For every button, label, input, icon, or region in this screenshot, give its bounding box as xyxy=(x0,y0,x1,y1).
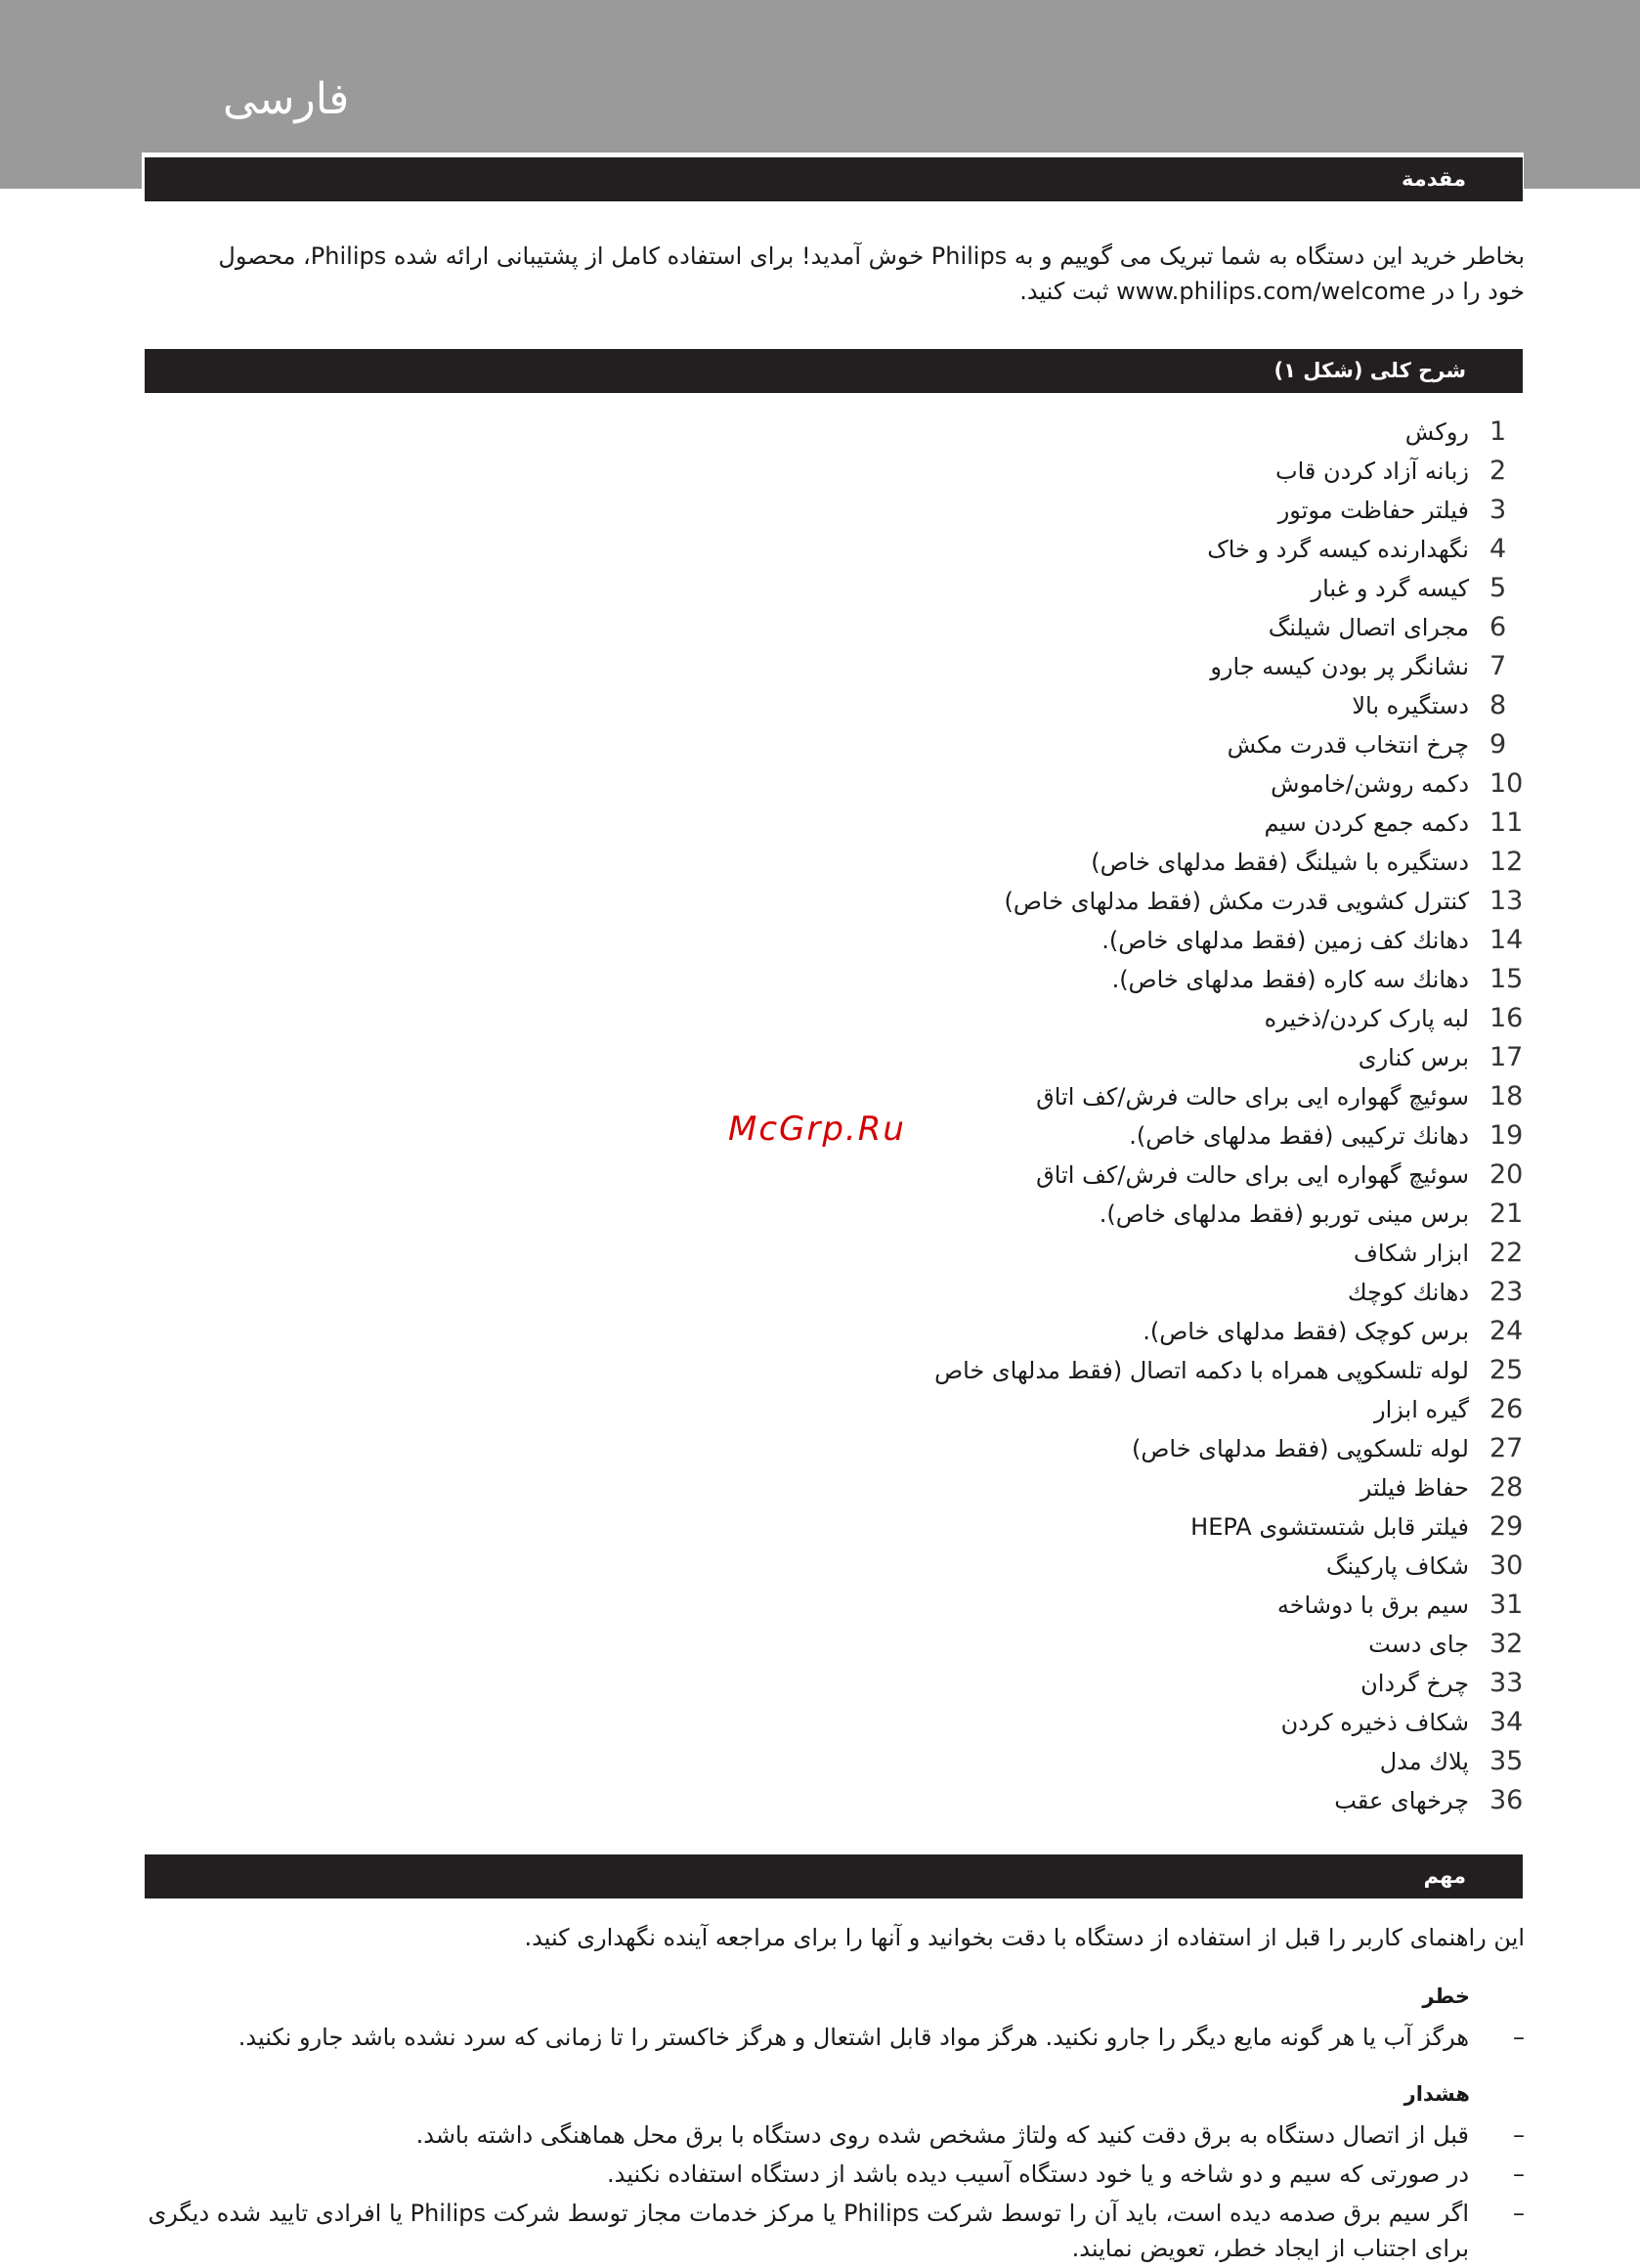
overview-item-label: دهانك تركيبی (فقط مدلهای خاص). xyxy=(1129,1122,1469,1150)
overview-item-label: دهانك كوچك xyxy=(1347,1279,1469,1306)
overview-item xyxy=(547,1586,1525,1625)
overview-item xyxy=(547,1664,1525,1703)
overview-item-number: 2 xyxy=(1489,456,1507,486)
overview-item xyxy=(547,764,1525,804)
overview-item-label: سوئیچ گهواره ایی برای حالت فرش/کف اتاق xyxy=(1036,1083,1469,1111)
warning-item-text: برای اجتناب از ایجاد خطر، تعویض نمایند. xyxy=(1071,2235,1469,2262)
overview-item-number: 11 xyxy=(1489,807,1524,838)
warning-item-continuation xyxy=(59,2229,1525,2268)
overview-item-number: 12 xyxy=(1489,847,1524,877)
overview-item-label: دهانك سه كاره (فقط مدلهای خاص). xyxy=(1111,966,1469,993)
overview-item-number: 36 xyxy=(1489,1785,1524,1815)
overview-item xyxy=(547,921,1525,960)
overview-item-label: کیسه گرد و غبار xyxy=(1311,575,1469,602)
overview-item-label: سیم برق با دوشاخه xyxy=(1276,1592,1469,1619)
section-bar-intro xyxy=(145,157,1523,201)
watermark-text: McGrp.Ru xyxy=(728,1110,906,1149)
overview-item-number: 32 xyxy=(1489,1629,1524,1659)
overview-item-label: ابزار شکاف xyxy=(1353,1240,1469,1267)
overview-item-label: پلاك مدل xyxy=(1379,1748,1469,1775)
overview-item xyxy=(547,1468,1525,1507)
bullet-dash: – xyxy=(1513,2200,1525,2227)
section-heading-overview: شرح کلی (شکل ۱) xyxy=(1273,359,1466,382)
overview-item xyxy=(547,1038,1525,1077)
overview-item-label: برس کوچک (فقط مدلهای خاص). xyxy=(1143,1318,1469,1345)
overview-item xyxy=(547,1625,1525,1664)
overview-item-number: 33 xyxy=(1489,1668,1524,1698)
overview-item xyxy=(547,1234,1525,1273)
overview-item xyxy=(547,608,1525,647)
overview-item-number: 17 xyxy=(1489,1042,1524,1072)
intro-line-1: بخاطر خرید این دستگاه به شما تبریک می گوییم و به Philips خوش آمدید! برای استفاده کامل از پشتیبانی ارائه شده Philips، محصول xyxy=(218,242,1525,270)
overview-item-number: 26 xyxy=(1489,1394,1524,1424)
overview-item-number: 7 xyxy=(1489,651,1507,681)
overview-item-number: 10 xyxy=(1489,768,1524,799)
overview-item-label: لوله تلسکوپی همراه با دکمه اتصال (فقط مدلهای خاص xyxy=(934,1357,1469,1384)
overview-item xyxy=(547,804,1525,843)
overview-item-label: جای دست xyxy=(1368,1631,1469,1658)
important-intro: این راهنمای کاربر را قبل از استفاده از دستگاه با دقت بخوانید و آنها را برای مراجعه آینده نگهداری کنید. xyxy=(524,1924,1525,1951)
overview-item-label: دکمه جمع کردن سیم xyxy=(1264,809,1469,837)
overview-item-number: 15 xyxy=(1489,964,1524,994)
overview-item xyxy=(547,725,1525,764)
overview-item-number: 19 xyxy=(1489,1120,1524,1151)
overview-item xyxy=(547,1429,1525,1468)
overview-item-label: چرخ گردان xyxy=(1360,1670,1469,1697)
intro-line-2: خود را در www.philips.com/welcome ثبت کنید. xyxy=(1019,278,1525,305)
overview-item-label: شکاف پارکینگ xyxy=(1325,1552,1469,1580)
overview-item-label: گیره ابزار xyxy=(1374,1396,1469,1423)
overview-item-label: نگهدارنده کیسه گرد و خاک xyxy=(1207,536,1469,563)
section-bar-important xyxy=(145,1854,1523,1898)
bullet-dash: – xyxy=(1513,2024,1525,2051)
language-title: فارسی xyxy=(223,74,350,124)
overview-list xyxy=(547,413,1525,1820)
overview-item-label: شکاف ذخیره کردن xyxy=(1280,1709,1469,1736)
danger-item-text: هرگز آب یا هر گونه مایع دیگر را جارو نکنید. هرگز مواد قابل اشتعال و هرگز خاکستر را تا زمانی که سرد نشده باشد جارو نکنید. xyxy=(237,2024,1469,2051)
overview-item-label: دستگیره بالا xyxy=(1352,692,1469,720)
overview-item-number: 4 xyxy=(1489,534,1507,564)
overview-item xyxy=(547,999,1525,1038)
overview-item-label: زبانه آزاد کردن قاب xyxy=(1275,458,1469,485)
overview-item-label: لبه پارک کردن/ذخیره xyxy=(1264,1005,1469,1032)
overview-item-number: 5 xyxy=(1489,573,1507,603)
overview-item-number: 31 xyxy=(1489,1590,1524,1620)
overview-item-label: حفاظ فیلتر xyxy=(1359,1474,1469,1502)
overview-item xyxy=(547,491,1525,530)
warning-item xyxy=(59,2194,1525,2233)
bullet-dash: – xyxy=(1513,2160,1525,2188)
overview-item xyxy=(547,1116,1525,1156)
overview-item xyxy=(547,843,1525,882)
overview-item xyxy=(547,1742,1525,1781)
overview-item xyxy=(547,1507,1525,1547)
overview-item-label: نشانگر پر بودن کیسه جارو xyxy=(1210,653,1469,680)
overview-item-label: فیلتر قابل شتستشوی HEPA xyxy=(1190,1513,1469,1541)
overview-item-number: 24 xyxy=(1489,1316,1524,1346)
overview-item-number: 29 xyxy=(1489,1511,1524,1542)
overview-item-label: دکمه روشن/خاموش xyxy=(1271,770,1469,798)
overview-item-number: 35 xyxy=(1489,1746,1524,1776)
warning-heading: هشدار xyxy=(1403,2082,1470,2106)
overview-item xyxy=(547,569,1525,608)
overview-item-number: 28 xyxy=(1489,1472,1524,1503)
warning-item-text: اگر سیم برق صدمه دیده است، باید آن را توسط شرکت Philips یا مرکز خدمات مجاز توسط شرکت Philips یا افرادی تایید شده دیگری xyxy=(148,2200,1469,2227)
overview-item-number: 14 xyxy=(1489,925,1524,955)
overview-item-number: 27 xyxy=(1489,1433,1524,1463)
overview-item-label: برس مینی توربو (فقط مدلهای خاص). xyxy=(1099,1200,1469,1228)
overview-item-number: 34 xyxy=(1489,1707,1524,1737)
overview-item-label: چرخهای عقب xyxy=(1334,1787,1469,1814)
overview-item xyxy=(547,1312,1525,1351)
overview-item xyxy=(547,1273,1525,1312)
danger-heading: خطر xyxy=(1422,1984,1470,2008)
overview-item xyxy=(547,1547,1525,1586)
overview-item-label: لوله تلسکوپی (فقط مدلهای خاص) xyxy=(1132,1435,1469,1462)
warning-item-text: قبل از اتصال دستگاه به برق دقت کنید که ولتاژ مشخص شده روی دستگاه با برق محل هماهنگی داشته باشد. xyxy=(415,2121,1469,2149)
overview-item-number: 13 xyxy=(1489,886,1524,916)
section-heading-intro: مقدمة xyxy=(1402,167,1466,191)
overview-item-number: 3 xyxy=(1489,495,1507,525)
overview-item xyxy=(547,686,1525,725)
overview-item xyxy=(547,1781,1525,1820)
warning-item-text: در صورتی که سیم و دو شاخه و یا خود دستگاه آسیب دیده باشد از دستگاه استفاده نکنید. xyxy=(607,2160,1469,2188)
overview-item xyxy=(547,647,1525,686)
overview-item-label: چرخ انتخاب قدرت مکش xyxy=(1227,731,1469,759)
overview-item-label: کنترل کشویی قدرت مکش (فقط مدلهای خاص) xyxy=(1004,888,1469,915)
overview-item-label: دستگیره با شیلنگ (فقط مدلهای خاص) xyxy=(1091,849,1469,876)
overview-item-label: فیلتر حفاظت موتور xyxy=(1277,497,1469,524)
bullet-dash: – xyxy=(1513,2121,1525,2149)
overview-item-number: 30 xyxy=(1489,1550,1524,1581)
overview-item-number: 23 xyxy=(1489,1277,1524,1307)
overview-item-label: روکش xyxy=(1404,418,1469,446)
overview-item xyxy=(547,1195,1525,1234)
overview-item-label: سوئیچ گهواره ایی برای حالت فرش/کف اتاق xyxy=(1036,1161,1469,1189)
overview-item xyxy=(547,452,1525,491)
overview-item-number: 6 xyxy=(1489,612,1507,642)
overview-item-number: 16 xyxy=(1489,1003,1524,1033)
overview-item xyxy=(547,1077,1525,1116)
overview-item xyxy=(547,413,1525,452)
overview-item-number: 25 xyxy=(1489,1355,1524,1385)
warning-item xyxy=(59,2155,1525,2194)
overview-item-number: 21 xyxy=(1489,1199,1524,1229)
overview-item-number: 8 xyxy=(1489,690,1507,720)
overview-item-number: 1 xyxy=(1489,416,1507,447)
overview-item-number: 20 xyxy=(1489,1159,1524,1190)
overview-item xyxy=(547,1390,1525,1429)
danger-item xyxy=(59,2018,1525,2057)
section-heading-important: مهم xyxy=(1423,1864,1466,1888)
overview-item-label: مجرای اتصال شیلنگ xyxy=(1268,614,1469,641)
overview-item xyxy=(547,1156,1525,1195)
overview-item xyxy=(547,1351,1525,1390)
overview-item-number: 22 xyxy=(1489,1238,1524,1268)
section-bar-overview xyxy=(145,349,1523,393)
overview-item-number: 9 xyxy=(1489,729,1507,760)
overview-item-number: 18 xyxy=(1489,1081,1524,1112)
warning-item xyxy=(59,2115,1525,2155)
overview-item-label: دهانك كف زمين (فقط مدلهای خاص). xyxy=(1101,927,1469,954)
overview-item xyxy=(547,882,1525,921)
overview-item xyxy=(547,530,1525,569)
overview-item-label: برس کناری xyxy=(1358,1044,1469,1071)
overview-item xyxy=(547,1703,1525,1742)
overview-item xyxy=(547,960,1525,999)
